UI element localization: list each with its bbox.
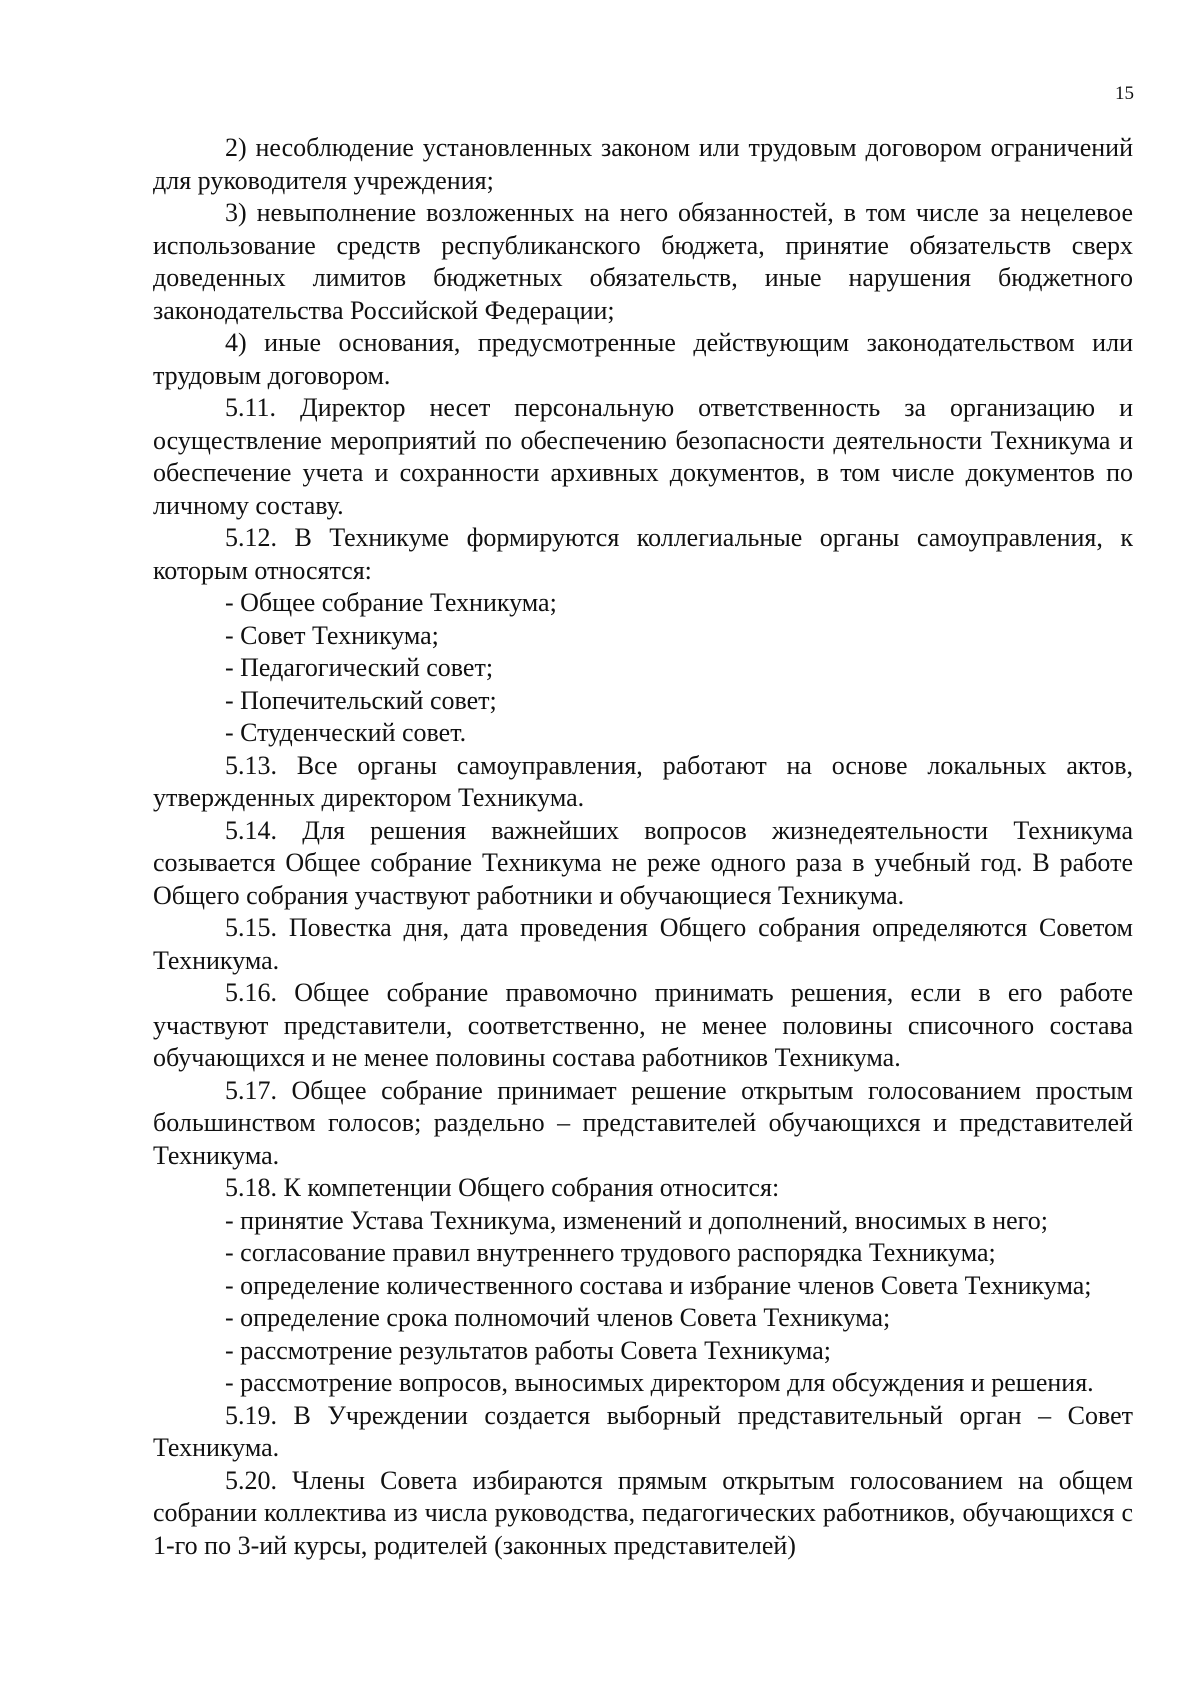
list-item-general-meeting: - Общее собрание Техникума; bbox=[225, 588, 557, 617]
paragraph-clause-3: 3) невыполнение возложенных на него обязанностей, в том числе за нецелевое использование средств республиканского бюджета, принятие обязательств сверх доведенных лимитов бюджетных обязательств, иные нарушения бюджетного законодательства Российской Федерации; bbox=[153, 198, 1133, 325]
paragraph-5-20: 5.20. Члены Совета избираются прямым открытым голосованием на общем собрании коллектива из числа руководства, педагогических работников, обучающихся с 1-го по 3-ий курсы, родителей (законных представителей) bbox=[153, 1465, 1133, 1560]
list-item-director-questions: - рассмотрение вопросов, выносимых директором для обсуждения и решения. bbox=[225, 1368, 1094, 1397]
paragraph-5-18: 5.18. К компетенции Общего собрания относится: bbox=[225, 1173, 780, 1202]
list-item-pedagogical-council: - Педагогический совет; bbox=[225, 653, 494, 682]
paragraph-5-12: 5.12. В Техникуме формируются коллегиальные органы самоуправления, к которым относятся: bbox=[153, 523, 1133, 585]
paragraph-5-14: 5.14. Для решения важнейших вопросов жизнедеятельности Техникума созывается Общее собрание Техникума не реже одного раза в учебный год. В работе Общего собрания участвуют работники и обучающиеся Техникума. bbox=[153, 815, 1133, 910]
paragraph-clause-4: 4) иные основания, предусмотренные действующим законодательством или трудовым договором. bbox=[153, 328, 1133, 390]
paragraph-5-16: 5.16. Общее собрание правомочно принимать решения, если в его работе участвуют представители, соответственно, не менее половины списочного состава обучающихся и не менее половины состава работников Техникума. bbox=[153, 978, 1133, 1072]
paragraph-5-13: 5.13. Все органы самоуправления, работают на основе локальных актов, утвержденных директором Техникума. bbox=[153, 750, 1133, 812]
document-body bbox=[153, 132, 1133, 1562]
list-item-council-composition: - определение количественного состава и избрание членов Совета Техникума; bbox=[225, 1270, 1092, 1300]
list-item-charter-adoption: - принятие Устава Техникума, изменений и дополнений, вносимых в него; bbox=[225, 1205, 1048, 1235]
paragraph-5-19: 5.19. В Учреждении создается выборный представительный орган – Совет Техникума. bbox=[153, 1400, 1133, 1462]
list-item-council-term: - определение срока полномочий членов Совета Техникума; bbox=[225, 1303, 891, 1332]
list-item-student-council: - Студенческий совет. bbox=[225, 718, 467, 747]
list-item-board-of-trustees: - Попечительский совет; bbox=[225, 685, 497, 715]
paragraph-clause-2: 2) несоблюдение установленных законом или трудовым договором ограничений для руководителя учреждения; bbox=[153, 133, 1133, 195]
list-item-council-results: - рассмотрение результатов работы Совета Техникума; bbox=[225, 1335, 831, 1365]
paragraph-5-15: 5.15. Повестка дня, дата проведения Общего собрания определяются Советом Техникума. bbox=[153, 913, 1133, 975]
list-item-labor-rules: - согласование правил внутреннего трудового распорядка Техникума; bbox=[225, 1238, 996, 1267]
page-number: 15 bbox=[1115, 83, 1134, 104]
paragraph-5-17: 5.17. Общее собрание принимает решение открытым голосованием простым большинством голосов; раздельно – представителей обучающихся и представителей Техникума. bbox=[153, 1075, 1133, 1170]
paragraph-5-11: 5.11. Директор несет персональную ответственность за организацию и осуществление мероприятий по обеспечению безопасности деятельности Техникума и обеспечение учета и сохранности архивных документов, в том числе документов по личному составу. bbox=[153, 393, 1133, 520]
list-item-council: - Совет Техникума; bbox=[225, 620, 439, 650]
